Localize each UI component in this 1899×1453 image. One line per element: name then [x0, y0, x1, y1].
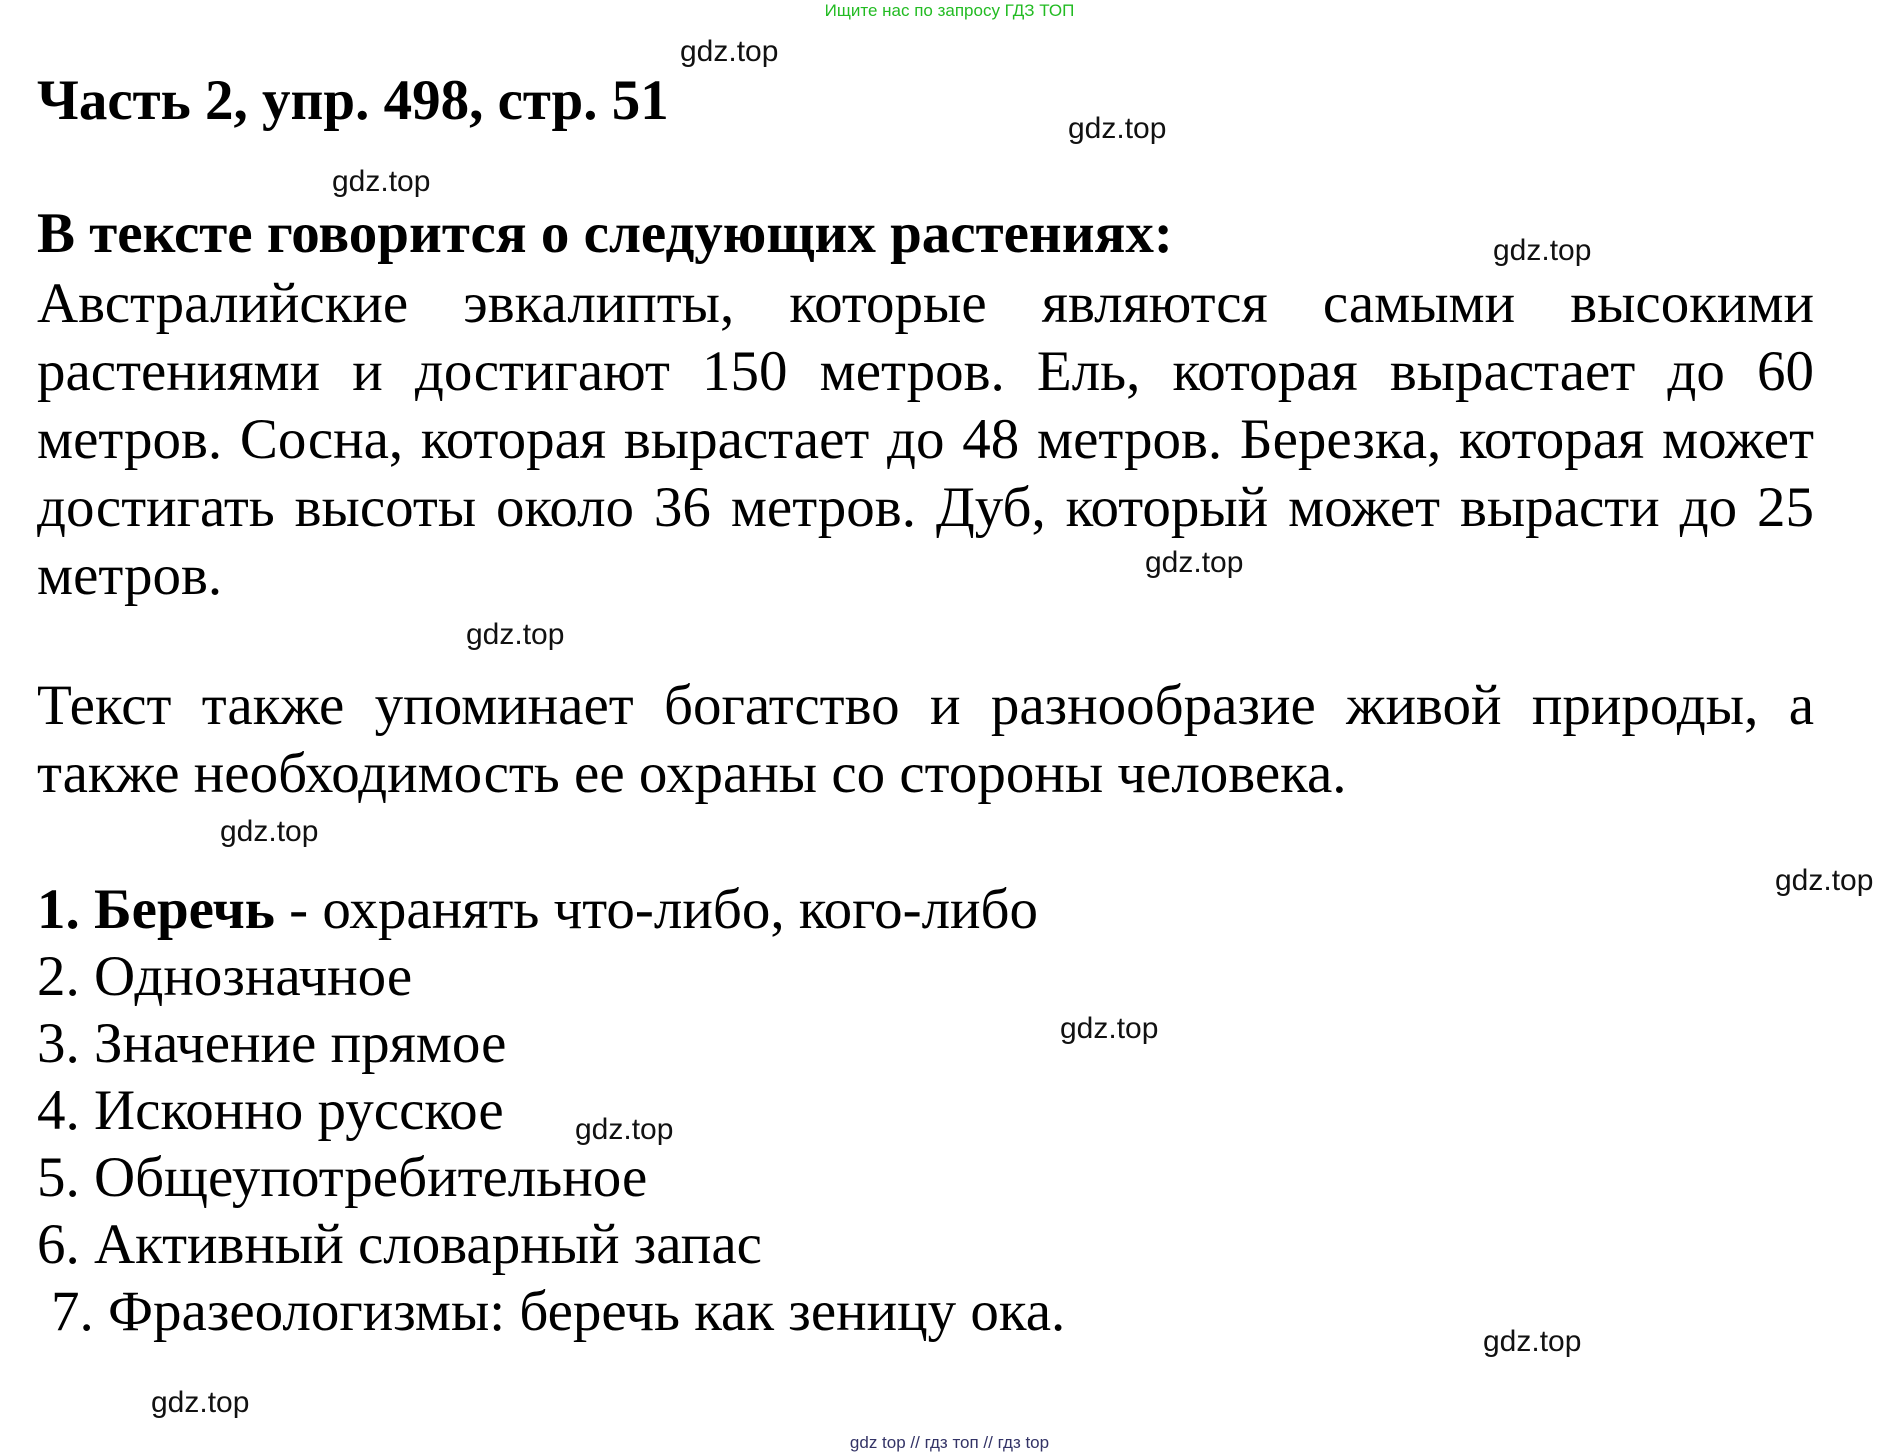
watermark: gdz.top — [680, 35, 779, 68]
watermark: gdz.top — [1483, 1325, 1582, 1358]
watermark: gdz.top — [575, 1113, 674, 1146]
header-note: Ищите нас по запросу ГДЗ ТОП — [824, 1, 1075, 20]
watermark: gdz.top — [1493, 234, 1592, 267]
page-title: Часть 2, упр. 498, стр. 51 — [37, 69, 669, 132]
list-item: 3. Значение прямое — [37, 1012, 507, 1075]
list-item: 5. Общеупотребительное — [37, 1146, 648, 1209]
list-item-term: 1. Беречь — [37, 878, 275, 941]
footer-note: gdz top // гдз топ // гдз top — [849, 1433, 1050, 1452]
list-item: 7. Фразеологизмы: беречь как зеницу ока. — [51, 1280, 1066, 1343]
list-item: 2. Однозначное — [37, 945, 413, 1008]
nature-paragraph: Текст также упоминает богатство и разнообразие живой природы, а также необходимость ее охраны со стороны человека. — [37, 674, 1814, 805]
watermark: gdz.top — [220, 815, 319, 848]
watermark: gdz.top — [151, 1386, 250, 1419]
plants-paragraph: Австралийские эвкалипты, которые являются самыми высокими растениями и достигают 150 метров. Ель, которая вырастает до 60 метров. Сосна, которая вырастает до 48 метров. Березка, которая может достигать высоты около 36 метров. Дуб, который может вырасти до 25 метров. — [37, 272, 1814, 607]
watermark: gdz.top — [466, 618, 565, 651]
watermark: gdz.top — [1145, 546, 1244, 579]
watermark: gdz.top — [1775, 864, 1874, 897]
watermark: gdz.top — [332, 165, 431, 198]
watermark: gdz.top — [1068, 112, 1167, 145]
list-item — [37, 876, 1065, 943]
watermark: gdz.top — [1060, 1012, 1159, 1045]
list-item: 6. Активный словарный запас — [37, 1213, 762, 1276]
list-item: 4. Исконно русское — [37, 1079, 504, 1142]
section-heading: В тексте говорится о следующих растениях: — [37, 202, 1173, 265]
list-item-definition: - охранять что-либо, кого-либо — [274, 878, 1039, 941]
answer-list — [37, 876, 1065, 1345]
